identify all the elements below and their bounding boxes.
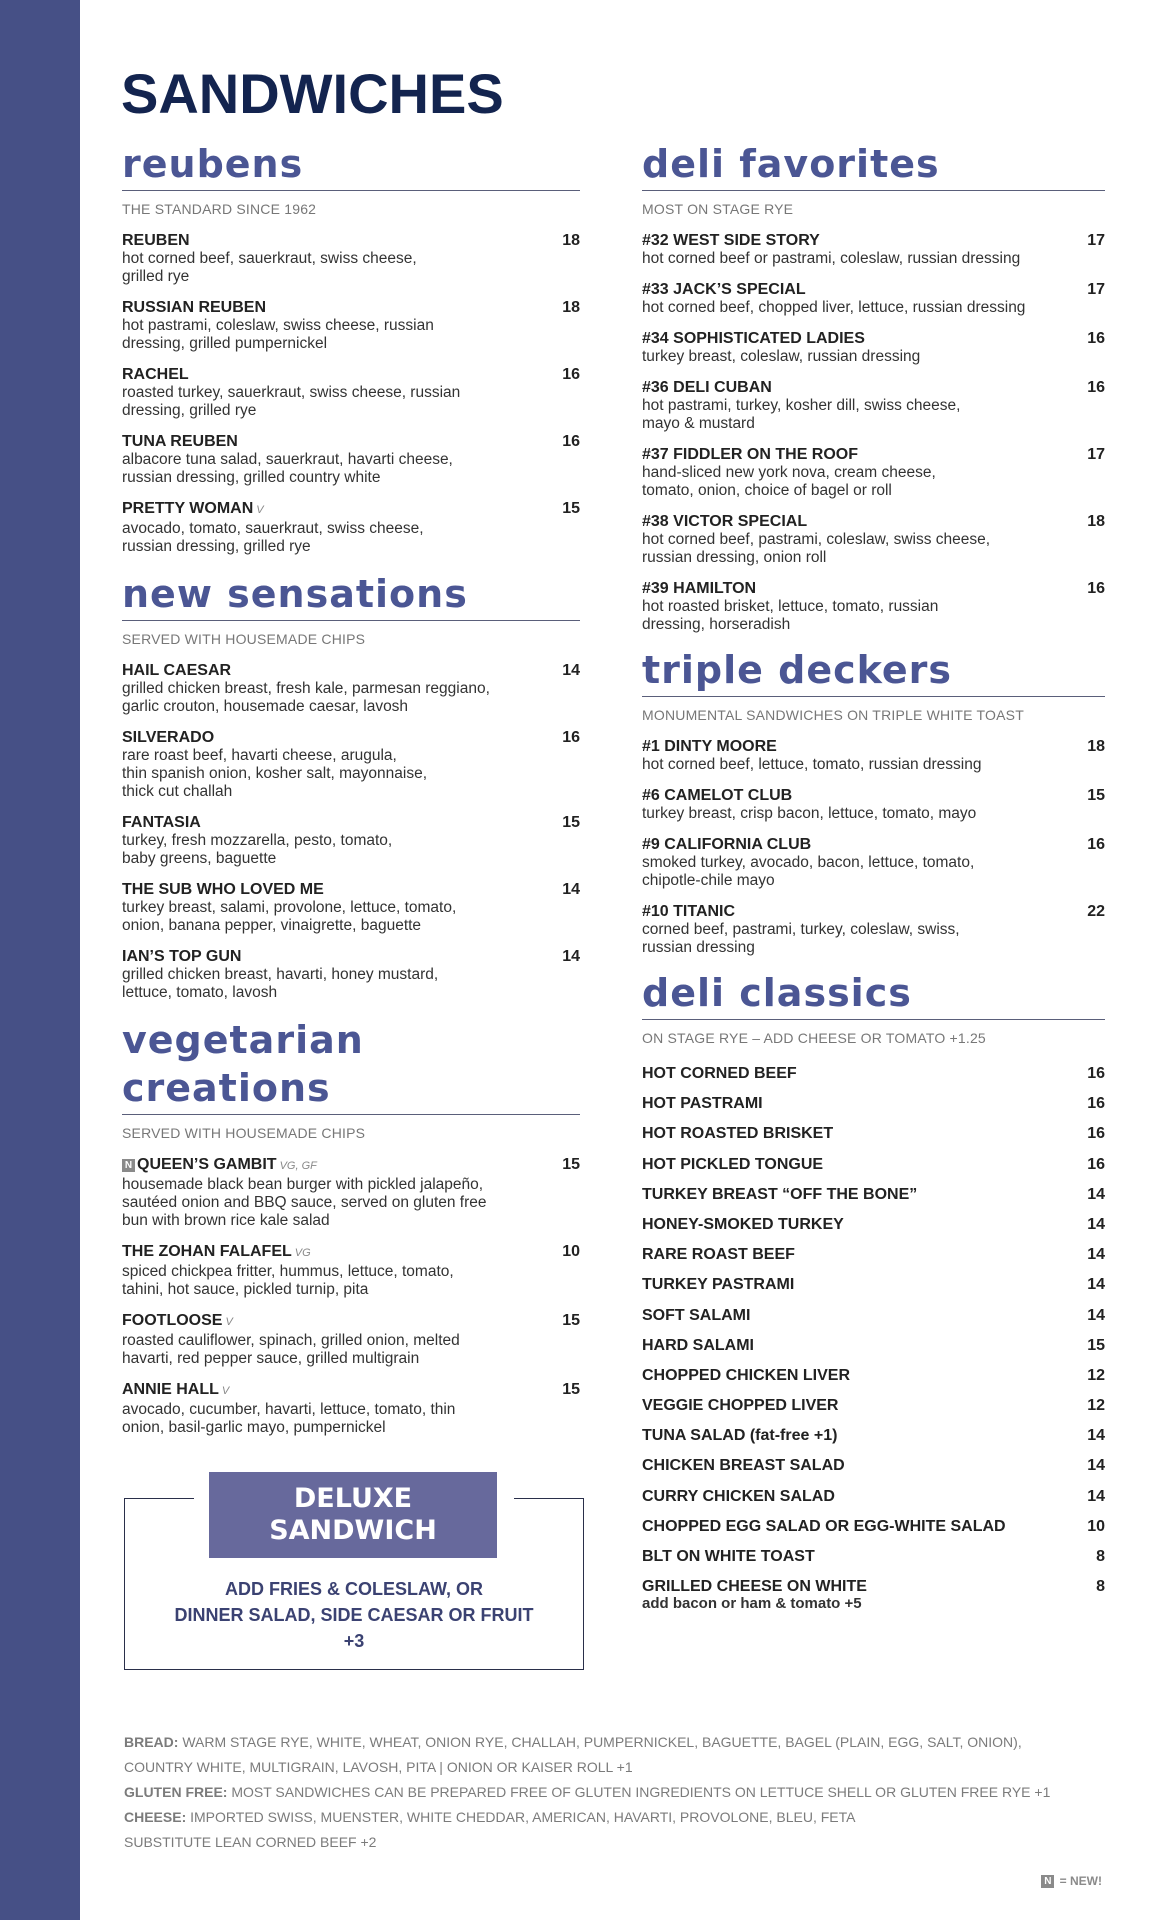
classic-item bbox=[642, 1577, 1105, 1607]
section-divider bbox=[122, 190, 580, 191]
item-price: 14 bbox=[1087, 1246, 1105, 1264]
bread-text: WARM STAGE RYE, WHITE, WHEAT, ONION RYE, CHALLAH, PUMPERNICKEL, BAGUETTE, BAGEL (PLAIN, EGG, SALT, ONION), bbox=[178, 1734, 1022, 1750]
item-description: corned beef, pastrami, turkey, coleslaw, swiss, russian dressing bbox=[642, 921, 960, 956]
item-name: #1 DINTY MOORE bbox=[642, 738, 777, 755]
menu-item bbox=[122, 231, 580, 286]
section-title: triple deckers bbox=[642, 648, 953, 692]
item-list bbox=[122, 231, 580, 556]
item-name: RARE ROAST BEEF bbox=[642, 1246, 795, 1264]
item-name-line bbox=[642, 579, 1065, 598]
classic-item bbox=[642, 1396, 1105, 1426]
item-name: HOT CORNED BEEF bbox=[642, 1065, 797, 1082]
item-description: spiced chickpea fritter, hummus, lettuce, tomato, tahini, hot sauce, pickled turnip, pita bbox=[122, 1263, 454, 1298]
menu-item bbox=[642, 902, 1105, 957]
item-name-line bbox=[642, 835, 1065, 854]
footer-gluten bbox=[124, 1780, 1084, 1805]
menu-section bbox=[122, 570, 580, 1002]
item-name-line bbox=[642, 231, 1065, 250]
section-title: reubens bbox=[122, 142, 304, 186]
item-list bbox=[642, 231, 1105, 634]
item-price: 15 bbox=[1087, 1336, 1105, 1354]
item-name: #36 DELI CUBAN bbox=[642, 379, 772, 396]
deluxe-sandwich-box bbox=[124, 1472, 584, 1670]
menu-item bbox=[642, 280, 1105, 317]
menu-item bbox=[122, 728, 580, 801]
deluxe-badge-line1: DELUXE bbox=[293, 1483, 413, 1514]
classic-item bbox=[642, 1517, 1105, 1547]
classic-item bbox=[642, 1245, 1105, 1275]
item-name: #9 CALIFORNIA CLUB bbox=[642, 836, 812, 853]
item-description: turkey, fresh mozzarella, pesto, tomato, baby greens, baguette bbox=[122, 832, 393, 867]
item-price: 16 bbox=[1087, 580, 1105, 597]
page-title: SANDWICHES bbox=[121, 62, 504, 125]
menu-section bbox=[122, 140, 580, 556]
section-title: new sensations bbox=[122, 572, 468, 616]
classic-item bbox=[642, 1155, 1105, 1185]
item-price: 15 bbox=[562, 1381, 580, 1398]
item-price: 10 bbox=[562, 1243, 580, 1260]
menu-item bbox=[642, 786, 1105, 823]
dietary-tag: V bbox=[221, 1385, 230, 1397]
menu-item bbox=[642, 231, 1105, 268]
item-description: rare roast beef, havarti cheese, arugula, thin spanish onion, kosher salt, mayonnaise, thick cut challah bbox=[122, 747, 428, 800]
item-name-line bbox=[642, 280, 1065, 299]
item-price: 14 bbox=[1087, 1215, 1105, 1233]
footer-bread-cont: COUNTRY WHITE, MULTIGRAIN, LAVOSH, PITA | ONION OR KAISER ROLL +1 bbox=[124, 1759, 633, 1775]
menu-item bbox=[642, 329, 1105, 366]
item-name-line bbox=[642, 786, 1065, 805]
item-name: #37 FIDDLER ON THE ROOF bbox=[642, 446, 859, 463]
item-description: smoked turkey, avocado, bacon, lettuce, tomato, chipotle-chile mayo bbox=[642, 854, 975, 889]
item-list bbox=[122, 1155, 580, 1437]
item-price: 12 bbox=[1087, 1397, 1105, 1415]
menu-item bbox=[122, 813, 580, 868]
sidebar-stripe bbox=[0, 0, 80, 1920]
classic-item bbox=[642, 1487, 1105, 1517]
deluxe-badge bbox=[209, 1472, 497, 1558]
item-description: turkey breast, coleslaw, russian dressing bbox=[642, 348, 921, 365]
item-name: #38 VICTOR SPECIAL bbox=[642, 513, 808, 530]
item-description: hot corned beef or pastrami, coleslaw, russian dressing bbox=[642, 250, 1021, 267]
item-description: avocado, cucumber, havarti, lettuce, tomato, thin onion, basil-garlic mayo, pumpernickel bbox=[122, 1401, 456, 1436]
classic-item bbox=[642, 1094, 1105, 1124]
item-price: 17 bbox=[1087, 281, 1105, 298]
item-price: 18 bbox=[1087, 513, 1105, 530]
deluxe-text-line3: +3 bbox=[343, 1631, 365, 1651]
menu-item bbox=[642, 835, 1105, 890]
item-name: RACHEL bbox=[122, 366, 189, 383]
item-name: #34 SOPHISTICATED LADIES bbox=[642, 330, 865, 347]
item-description: hand-sliced new york nova, cream cheese, tomato, onion, choice of bagel or roll bbox=[642, 464, 936, 499]
item-price: 16 bbox=[562, 366, 580, 383]
deluxe-badge-line2: SANDWICH bbox=[269, 1515, 437, 1546]
item-name-line bbox=[122, 499, 540, 520]
item-description: roasted turkey, sauerkraut, swiss cheese, russian dressing, grilled rye bbox=[122, 384, 461, 419]
item-price: 15 bbox=[1087, 787, 1105, 804]
gluten-label: GLUTEN FREE: bbox=[124, 1784, 228, 1800]
item-price: 14 bbox=[1087, 1306, 1105, 1324]
item-name: HOT PICKLED TONGUE bbox=[642, 1155, 824, 1173]
item-price: 15 bbox=[562, 814, 580, 831]
section-subtitle: MONUMENTAL SANDWICHES ON TRIPLE WHITE TOAST bbox=[642, 707, 1024, 723]
item-description: turkey breast, salami, provolone, lettuce, tomato, onion, banana pepper, vinaigrette, baguette bbox=[122, 899, 457, 934]
item-name: BLT ON WHITE TOAST bbox=[642, 1548, 815, 1565]
deluxe-text-line1: ADD FRIES & COLESLAW, OR bbox=[224, 1579, 483, 1599]
deluxe-frame-top-right bbox=[514, 1498, 584, 1499]
item-price: 14 bbox=[562, 948, 580, 965]
menu-section-classics bbox=[642, 969, 1105, 1612]
item-name: #6 CAMELOT CLUB bbox=[642, 787, 793, 804]
item-name-line bbox=[122, 365, 540, 384]
item-price: 16 bbox=[1087, 1065, 1105, 1082]
section-subtitle: MOST ON STAGE RYE bbox=[642, 201, 794, 217]
dietary-tag: V bbox=[225, 1316, 233, 1328]
item-name: TUNA SALAD (fat-free +1) bbox=[642, 1427, 838, 1445]
item-name: FOOTLOOSE bbox=[122, 1312, 223, 1329]
item-name-line bbox=[122, 1311, 540, 1332]
classic-item bbox=[642, 1124, 1105, 1154]
item-name-line bbox=[642, 378, 1065, 397]
item-name: CURRY CHICKEN SALAD bbox=[642, 1487, 835, 1505]
section-subtitle: SERVED WITH HOUSEMADE CHIPS bbox=[122, 1125, 366, 1141]
item-name: HOT PASTRAMI bbox=[642, 1095, 763, 1113]
item-price: 17 bbox=[1087, 446, 1105, 463]
classic-item bbox=[642, 1426, 1105, 1456]
item-name-line bbox=[642, 737, 1065, 756]
menu-item bbox=[122, 432, 580, 487]
deluxe-description bbox=[124, 1576, 584, 1654]
section-title: deli classics bbox=[642, 971, 912, 1015]
item-price: 16 bbox=[1087, 1125, 1105, 1143]
menu-section bbox=[642, 140, 1105, 634]
item-description: housemade black bean burger with pickled jalapeño, sautéed onion and BBQ sauce, served on gluten free bun with brown rice kale salad bbox=[122, 1176, 487, 1229]
item-price: 22 bbox=[1087, 903, 1105, 920]
menu-item bbox=[122, 499, 580, 556]
item-name: FANTASIA bbox=[122, 814, 201, 831]
item-name: GRILLED CHEESE ON WHITE bbox=[642, 1578, 867, 1596]
menu-item bbox=[642, 737, 1105, 774]
item-price: 16 bbox=[1087, 836, 1105, 853]
item-description: hot corned beef, chopped liver, lettuce, russian dressing bbox=[642, 299, 1026, 316]
section-subtitle: THE STANDARD SINCE 1962 bbox=[122, 201, 317, 217]
section-subtitle: ON STAGE RYE – ADD CHEESE OR TOMATO +1.25 bbox=[642, 1030, 986, 1046]
item-name-line bbox=[122, 1242, 540, 1263]
menu-item bbox=[122, 1311, 580, 1368]
bread-label: BREAD: bbox=[124, 1734, 179, 1750]
item-price: 14 bbox=[562, 881, 580, 898]
item-name: HARD SALAMI bbox=[642, 1336, 754, 1354]
item-name: TURKEY BREAST “OFF THE BONE” bbox=[642, 1185, 918, 1203]
item-name: SOFT SALAMI bbox=[642, 1306, 751, 1324]
item-list bbox=[642, 737, 1105, 957]
item-name-line bbox=[642, 445, 1065, 464]
item-name: HAIL CAESAR bbox=[122, 662, 232, 679]
section-subtitle: SERVED WITH HOUSEMADE CHIPS bbox=[122, 631, 366, 647]
item-name: TUNA REUBEN bbox=[122, 433, 238, 450]
item-name: RUSSIAN REUBEN bbox=[122, 299, 267, 316]
item-price: 8 bbox=[1096, 1548, 1105, 1565]
footer-substitute: SUBSTITUTE LEAN CORNED BEEF +2 bbox=[124, 1834, 377, 1850]
item-price: 18 bbox=[562, 232, 580, 249]
item-name-line bbox=[122, 947, 540, 966]
new-legend-text: = NEW! bbox=[1059, 1874, 1102, 1888]
new-badge-icon: N bbox=[1041, 1875, 1054, 1888]
section-title: vegetarian creations bbox=[122, 1018, 364, 1110]
item-price: 14 bbox=[1087, 1457, 1105, 1475]
item-description: grilled chicken breast, fresh kale, parmesan reggiano, garlic crouton, housemade caesar, lavosh bbox=[122, 680, 490, 715]
menu-section bbox=[642, 646, 1105, 957]
item-description: hot roasted brisket, lettuce, tomato, russian dressing, horseradish bbox=[642, 598, 939, 633]
classic-item bbox=[642, 1064, 1105, 1094]
menu-item bbox=[122, 880, 580, 935]
deluxe-frame-top-left bbox=[124, 1498, 194, 1499]
item-price: 14 bbox=[1087, 1276, 1105, 1294]
classic-item bbox=[642, 1336, 1105, 1366]
item-name-line bbox=[642, 329, 1065, 348]
item-name: #33 JACK’S SPECIAL bbox=[642, 281, 806, 298]
item-name-line bbox=[122, 880, 540, 899]
item-description: avocado, tomato, sauerkraut, swiss cheese, russian dressing, grilled rye bbox=[122, 520, 424, 555]
classic-item bbox=[642, 1275, 1105, 1305]
item-price: 17 bbox=[1087, 232, 1105, 249]
item-price: 14 bbox=[1087, 1487, 1105, 1505]
menu-item bbox=[122, 947, 580, 1002]
item-name: SILVERADO bbox=[122, 729, 215, 746]
dietary-tag: VG bbox=[294, 1247, 311, 1259]
dietary-tag: VG, GF bbox=[279, 1160, 317, 1172]
cheese-label: CHEESE: bbox=[124, 1809, 187, 1825]
item-name-line bbox=[122, 432, 540, 451]
item-price: 16 bbox=[1087, 1155, 1105, 1173]
item-name-line bbox=[122, 813, 540, 832]
item-name-line bbox=[122, 231, 540, 250]
item-price: 16 bbox=[1087, 330, 1105, 347]
item-name: #10 TITANIC bbox=[642, 903, 736, 920]
item-price: 8 bbox=[1096, 1578, 1105, 1596]
right-column bbox=[642, 140, 1105, 1612]
menu-item bbox=[122, 1380, 580, 1437]
menu-section bbox=[122, 1016, 580, 1437]
classic-addon-note: add bacon or ham & tomato +5 bbox=[642, 1595, 862, 1613]
item-price: 14 bbox=[562, 662, 580, 679]
item-name-line bbox=[122, 1380, 540, 1401]
section-divider bbox=[122, 1114, 580, 1115]
item-price: 16 bbox=[562, 729, 580, 746]
menu-item bbox=[122, 365, 580, 420]
item-description: hot corned beef, sauerkraut, swiss cheese, grilled rye bbox=[122, 250, 417, 285]
menu-item bbox=[122, 1155, 580, 1230]
item-price: 10 bbox=[1087, 1517, 1105, 1535]
item-price: 15 bbox=[562, 1156, 580, 1173]
item-price: 14 bbox=[1087, 1427, 1105, 1445]
menu-item bbox=[642, 512, 1105, 567]
classic-item bbox=[642, 1215, 1105, 1245]
menu-item bbox=[122, 298, 580, 353]
footer-cheese bbox=[124, 1805, 1084, 1830]
menu-item bbox=[642, 445, 1105, 500]
menu-item bbox=[642, 378, 1105, 433]
section-divider bbox=[122, 620, 580, 621]
section-divider bbox=[642, 1019, 1105, 1020]
item-description: hot corned beef, pastrami, coleslaw, swiss cheese, russian dressing, onion roll bbox=[642, 531, 991, 566]
item-description: grilled chicken breast, havarti, honey mustard, lettuce, tomato, lavosh bbox=[122, 966, 439, 1001]
item-price: 16 bbox=[1087, 1095, 1105, 1113]
item-price: 18 bbox=[562, 299, 580, 316]
menu-item bbox=[642, 579, 1105, 634]
item-name: PRETTY WOMAN bbox=[122, 500, 254, 517]
item-name: TURKEY PASTRAMI bbox=[642, 1276, 795, 1294]
item-name: #39 HAMILTON bbox=[642, 580, 757, 597]
item-name: CHOPPED EGG SALAD OR EGG-WHITE SALAD bbox=[642, 1517, 1006, 1535]
classics-list bbox=[642, 1064, 1105, 1612]
item-name: #32 WEST SIDE STORY bbox=[642, 232, 820, 249]
item-name: HOT ROASTED BRISKET bbox=[642, 1125, 834, 1143]
section-title: deli favorites bbox=[642, 142, 940, 186]
left-column bbox=[122, 140, 580, 1449]
item-name-line bbox=[122, 661, 540, 680]
deluxe-text-line2: DINNER SALAD, SIDE CAESAR OR FRUIT bbox=[174, 1605, 534, 1625]
item-name: THE ZOHAN FALAFEL bbox=[122, 1243, 292, 1260]
classic-item bbox=[642, 1547, 1105, 1577]
gluten-text: MOST SANDWICHES CAN BE PREPARED FREE OF GLUTEN INGREDIENTS ON LETTUCE SHELL OR GLUTEN FREE RYE +1 bbox=[227, 1784, 1051, 1800]
section-divider bbox=[642, 190, 1105, 191]
item-description: albacore tuna salad, sauerkraut, havarti cheese, russian dressing, grilled country white bbox=[122, 451, 453, 486]
item-name: ANNIE HALL bbox=[122, 1381, 219, 1398]
item-price: 15 bbox=[562, 1312, 580, 1329]
item-name-line bbox=[642, 902, 1065, 921]
item-name: REUBEN bbox=[122, 232, 190, 249]
footer-bread bbox=[124, 1730, 1084, 1755]
item-price: 12 bbox=[1087, 1366, 1105, 1384]
item-description: hot corned beef, lettuce, tomato, russian dressing bbox=[642, 756, 982, 773]
item-name: VEGGIE CHOPPED LIVER bbox=[642, 1397, 839, 1415]
item-name-line bbox=[122, 1155, 540, 1176]
dietary-tag: V bbox=[256, 504, 264, 516]
classic-item bbox=[642, 1366, 1105, 1396]
item-price: 16 bbox=[1087, 379, 1105, 396]
item-name: HONEY-SMOKED TURKEY bbox=[642, 1215, 844, 1233]
classic-item bbox=[642, 1306, 1105, 1336]
item-description: hot pastrami, turkey, kosher dill, swiss cheese, mayo & mustard bbox=[642, 397, 961, 432]
item-name: THE SUB WHO LOVED ME bbox=[122, 881, 324, 898]
item-description: roasted cauliflower, spinach, grilled onion, melted havarti, red pepper sauce, grilled multigrain bbox=[122, 1332, 460, 1367]
item-name-line bbox=[642, 512, 1065, 531]
menu-item bbox=[122, 1242, 580, 1299]
section-divider bbox=[642, 696, 1105, 697]
new-legend bbox=[1041, 1874, 1102, 1888]
item-name-line bbox=[122, 298, 540, 317]
item-name: CHOPPED CHICKEN LIVER bbox=[642, 1366, 851, 1384]
item-name: CHICKEN BREAST SALAD bbox=[642, 1457, 845, 1475]
menu-item bbox=[122, 661, 580, 716]
item-name-line bbox=[122, 728, 540, 747]
item-price: 14 bbox=[1087, 1185, 1105, 1203]
item-description: turkey breast, crisp bacon, lettuce, tomato, mayo bbox=[642, 805, 977, 822]
item-price: 15 bbox=[562, 500, 580, 517]
classic-item bbox=[642, 1456, 1105, 1486]
item-list bbox=[122, 661, 580, 1002]
cheese-text: IMPORTED SWISS, MUENSTER, WHITE CHEDDAR, AMERICAN, HAVARTI, PROVOLONE, BLEU, FETA bbox=[186, 1809, 856, 1825]
new-badge-icon: N bbox=[122, 1159, 135, 1172]
classic-item bbox=[642, 1185, 1105, 1215]
item-description: hot pastrami, coleslaw, swiss cheese, russian dressing, grilled pumpernickel bbox=[122, 317, 434, 352]
item-name: QUEEN’S GAMBIT bbox=[137, 1156, 277, 1173]
item-name: IAN’S TOP GUN bbox=[122, 948, 242, 965]
footer-notes bbox=[124, 1730, 1084, 1855]
item-price: 18 bbox=[1087, 738, 1105, 755]
item-price: 16 bbox=[562, 433, 580, 450]
